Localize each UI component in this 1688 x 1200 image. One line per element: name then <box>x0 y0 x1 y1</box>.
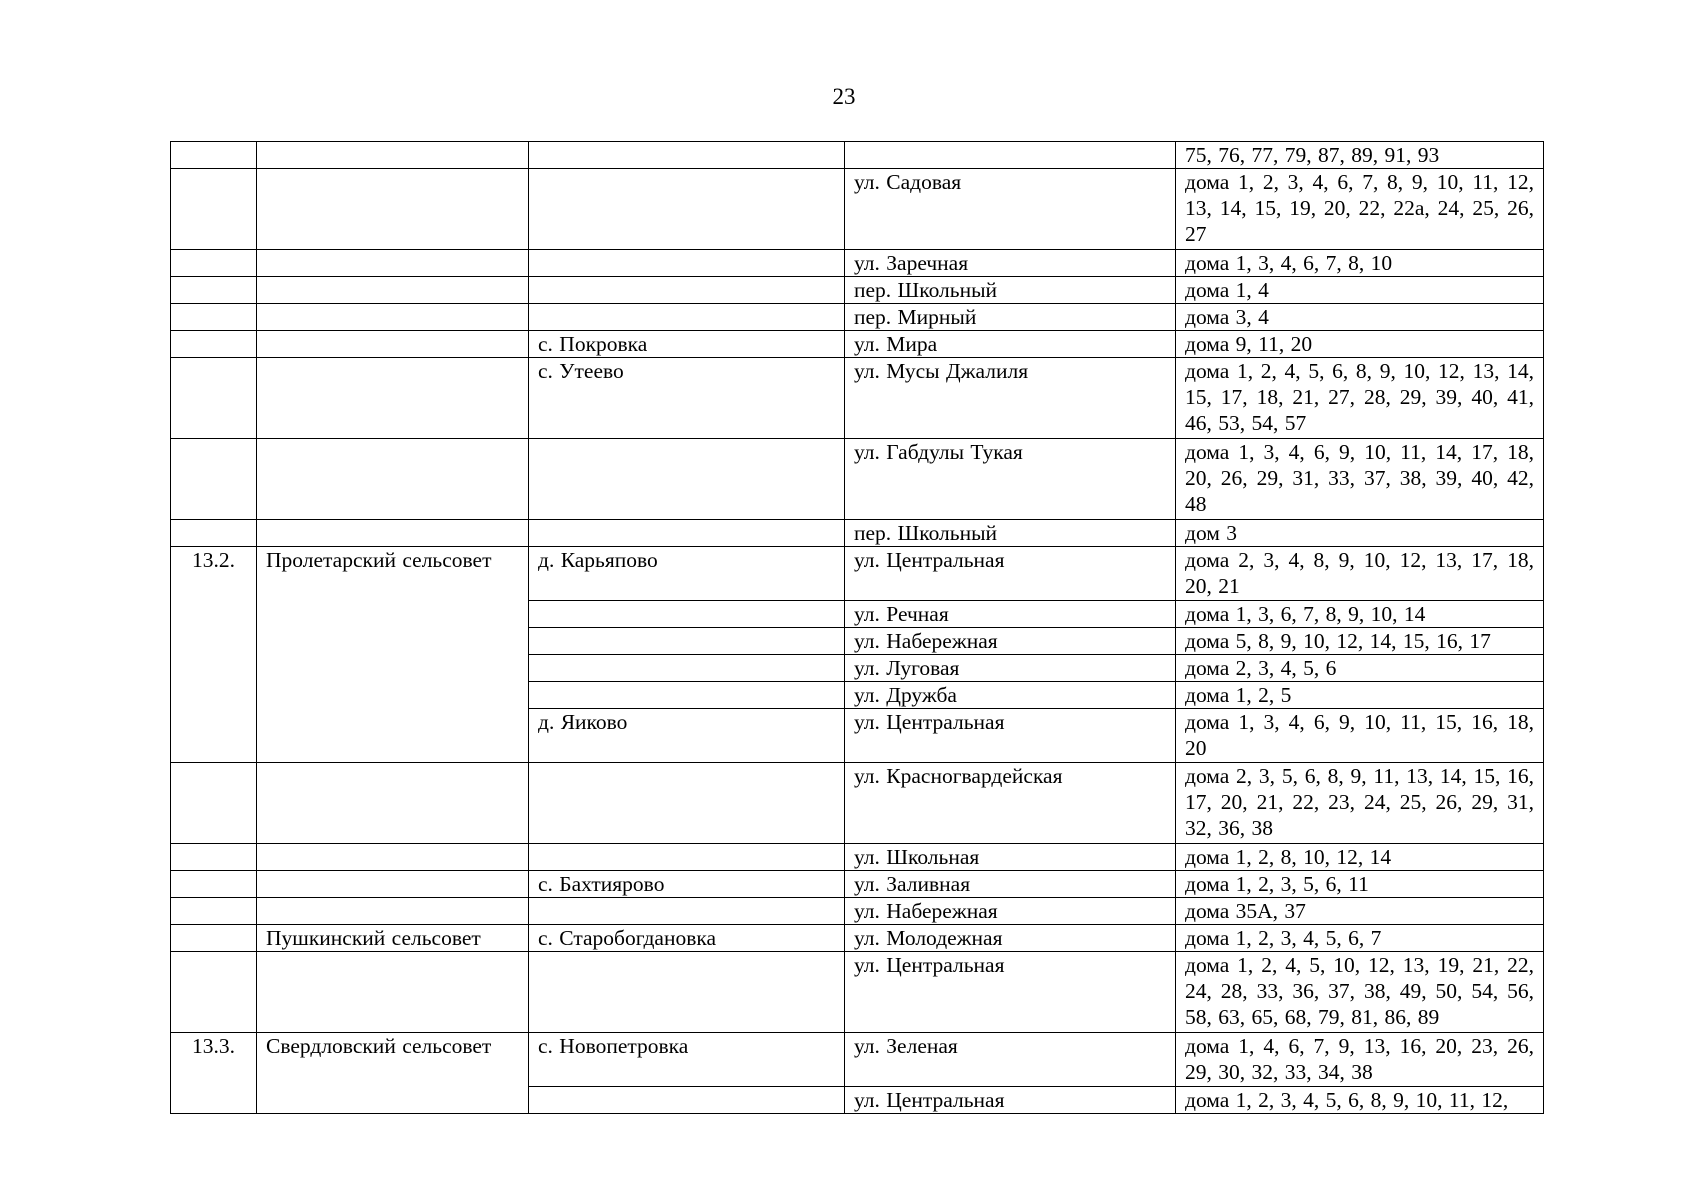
street-cell: ул. Садовая <box>845 169 1176 250</box>
council-cell <box>257 898 529 925</box>
street-cell: ул. Школьная <box>845 844 1176 871</box>
settlement-cell <box>529 844 845 871</box>
council-cell <box>257 169 529 250</box>
street-cell: ул. Центральная <box>845 709 1176 763</box>
council-cell <box>257 439 529 520</box>
table-row <box>171 1033 1544 1087</box>
settlement-cell <box>529 277 845 304</box>
table-row <box>171 871 1544 898</box>
row-number-cell <box>171 331 257 358</box>
street-cell: ул. Речная <box>845 601 1176 628</box>
street-cell: ул. Центральная <box>845 1087 1176 1114</box>
table-row <box>171 250 1544 277</box>
street-cell: ул. Луговая <box>845 655 1176 682</box>
council-cell <box>257 871 529 898</box>
houses-cell: дома 1, 3, 4, 6, 9, 10, 11, 15, 16, 18, 20 <box>1176 709 1544 763</box>
table-row <box>171 844 1544 871</box>
houses-cell: дома 1, 4 <box>1176 277 1544 304</box>
houses-cell: дома 1, 2, 8, 10, 12, 14 <box>1176 844 1544 871</box>
houses-cell: дома 1, 2, 3, 4, 5, 6, 7 <box>1176 925 1544 952</box>
houses-cell: дома 2, 3, 4, 8, 9, 10, 12, 13, 17, 18, 20, 21 <box>1176 547 1544 601</box>
settlement-cell: с. Утеево <box>529 358 845 439</box>
street-cell: ул. Мусы Джалиля <box>845 358 1176 439</box>
table-row <box>171 763 1544 844</box>
houses-cell: дома 2, 3, 5, 6, 8, 9, 11, 13, 14, 15, 16, 17, 20, 21, 22, 23, 24, 25, 26, 29, 31, 32, 36, 38 <box>1176 763 1544 844</box>
houses-cell: дома 9, 11, 20 <box>1176 331 1544 358</box>
table-row <box>171 358 1544 439</box>
settlement-cell <box>529 682 845 709</box>
street-cell: ул. Набережная <box>845 898 1176 925</box>
table-row <box>171 547 1544 601</box>
houses-cell: дома 1, 2, 4, 5, 6, 8, 9, 10, 12, 13, 14, 15, 17, 18, 21, 27, 28, 29, 39, 40, 41, 46, 53, 54, 57 <box>1176 358 1544 439</box>
row-number-cell <box>171 169 257 250</box>
houses-cell: дома 3, 4 <box>1176 304 1544 331</box>
table-row <box>171 439 1544 520</box>
row-number-cell <box>171 439 257 520</box>
street-cell: пер. Школьный <box>845 520 1176 547</box>
street-cell: ул. Заливная <box>845 871 1176 898</box>
table-row <box>171 331 1544 358</box>
settlement-cell <box>529 763 845 844</box>
street-cell: ул. Габдулы Тукая <box>845 439 1176 520</box>
settlement-cell <box>529 520 845 547</box>
houses-cell: дома 1, 2, 4, 5, 10, 12, 13, 19, 21, 22, 24, 28, 33, 36, 37, 38, 49, 50, 54, 56, 58, 63, 65, 68, 79, 81, 86, 89 <box>1176 952 1544 1033</box>
street-cell: ул. Зеленая <box>845 1033 1176 1087</box>
street-cell: ул. Набережная <box>845 628 1176 655</box>
houses-cell: дома 1, 2, 3, 4, 5, 6, 8, 9, 10, 11, 12, <box>1176 1087 1544 1114</box>
row-number-cell <box>171 898 257 925</box>
settlement-cell <box>529 250 845 277</box>
council-cell <box>257 331 529 358</box>
settlement-cell: д. Яиково <box>529 709 845 763</box>
council-cell <box>257 844 529 871</box>
street-cell <box>845 142 1176 169</box>
table-row <box>171 169 1544 250</box>
row-number-cell <box>171 871 257 898</box>
council-cell <box>257 250 529 277</box>
settlement-cell <box>529 142 845 169</box>
settlement-cell <box>529 1087 845 1114</box>
street-cell: ул. Молодежная <box>845 925 1176 952</box>
page-number: 23 <box>832 84 856 109</box>
council-cell <box>257 304 529 331</box>
houses-cell: дома 1, 2, 3, 5, 6, 11 <box>1176 871 1544 898</box>
settlement-cell <box>529 952 845 1033</box>
houses-cell: дома 1, 2, 5 <box>1176 682 1544 709</box>
houses-cell: дома 2, 3, 4, 5, 6 <box>1176 655 1544 682</box>
table-row <box>171 277 1544 304</box>
row-number-cell <box>171 250 257 277</box>
row-number-cell <box>171 304 257 331</box>
settlement-cell <box>529 439 845 520</box>
row-number-cell <box>171 763 257 844</box>
settlement-cell <box>529 628 845 655</box>
settlement-cell <box>529 169 845 250</box>
row-number-cell <box>171 844 257 871</box>
row-number-cell <box>171 952 257 1033</box>
houses-cell: дома 5, 8, 9, 10, 12, 14, 15, 16, 17 <box>1176 628 1544 655</box>
council-cell <box>257 277 529 304</box>
houses-cell: дома 1, 2, 3, 4, 6, 7, 8, 9, 10, 11, 12, 13, 14, 15, 19, 20, 22, 22а, 24, 25, 26, 27 <box>1176 169 1544 250</box>
table-row <box>171 520 1544 547</box>
address-table <box>170 141 1544 1114</box>
street-cell: пер. Школьный <box>845 277 1176 304</box>
council-cell <box>257 520 529 547</box>
council-cell: Пушкинский сельсовет <box>257 925 529 952</box>
table-row <box>171 925 1544 952</box>
row-number-cell <box>171 925 257 952</box>
street-cell: пер. Мирный <box>845 304 1176 331</box>
settlement-cell <box>529 304 845 331</box>
row-number-cell <box>171 277 257 304</box>
street-cell: ул. Центральная <box>845 952 1176 1033</box>
row-number-cell: 13.2. <box>171 547 257 763</box>
council-cell <box>257 763 529 844</box>
row-number-cell <box>171 142 257 169</box>
street-cell: ул. Центральная <box>845 547 1176 601</box>
row-number-cell <box>171 520 257 547</box>
settlement-cell <box>529 898 845 925</box>
settlement-cell: с. Покровка <box>529 331 845 358</box>
houses-cell: 75, 76, 77, 79, 87, 89, 91, 93 <box>1176 142 1544 169</box>
table-row <box>171 952 1544 1033</box>
houses-cell: дома 1, 3, 4, 6, 9, 10, 11, 14, 17, 18, 20, 26, 29, 31, 33, 37, 38, 39, 40, 42, 48 <box>1176 439 1544 520</box>
houses-cell: дома 35А, 37 <box>1176 898 1544 925</box>
table-row <box>171 304 1544 331</box>
table-row <box>171 142 1544 169</box>
row-number-cell: 13.3. <box>171 1033 257 1114</box>
settlement-cell <box>529 655 845 682</box>
street-cell: ул. Заречная <box>845 250 1176 277</box>
houses-cell: дома 1, 3, 4, 6, 7, 8, 10 <box>1176 250 1544 277</box>
council-cell: Пролетарский сельсовет <box>257 547 529 763</box>
settlement-cell: с. Старобогдановка <box>529 925 845 952</box>
settlement-cell: д. Карьяпово <box>529 547 845 601</box>
street-cell: ул. Красногвардейская <box>845 763 1176 844</box>
table-row <box>171 898 1544 925</box>
houses-cell: дом 3 <box>1176 520 1544 547</box>
row-number-cell <box>171 358 257 439</box>
council-cell <box>257 952 529 1033</box>
council-cell <box>257 142 529 169</box>
houses-cell: дома 1, 4, 6, 7, 9, 13, 16, 20, 23, 26, 29, 30, 32, 33, 34, 38 <box>1176 1033 1544 1087</box>
street-cell: ул. Мира <box>845 331 1176 358</box>
settlement-cell: с. Новопетровка <box>529 1033 845 1087</box>
council-cell: Свердловский сельсовет <box>257 1033 529 1114</box>
settlement-cell: с. Бахтиярово <box>529 871 845 898</box>
street-cell: ул. Дружба <box>845 682 1176 709</box>
houses-cell: дома 1, 3, 6, 7, 8, 9, 10, 14 <box>1176 601 1544 628</box>
settlement-cell <box>529 601 845 628</box>
council-cell <box>257 358 529 439</box>
